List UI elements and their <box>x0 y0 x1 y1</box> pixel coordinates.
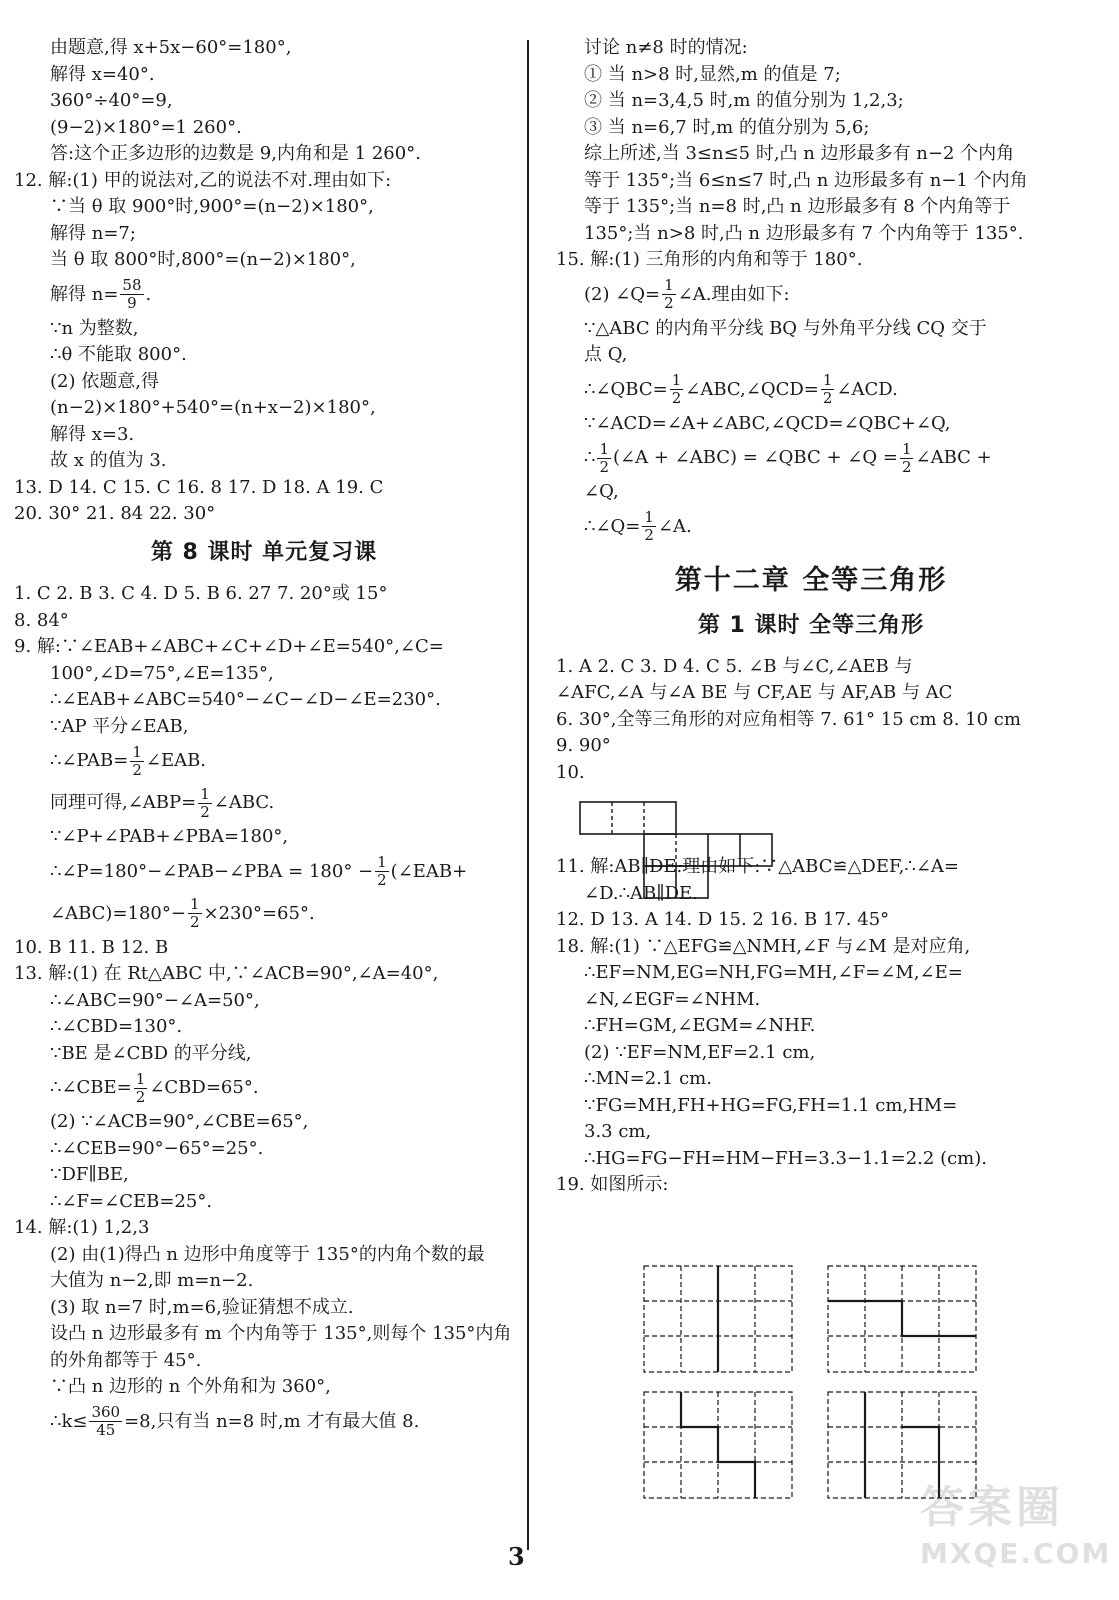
numerator: 1 <box>200 784 210 803</box>
numerator: 1 <box>671 371 682 389</box>
denominator: 2 <box>644 526 654 544</box>
numerator: 1 <box>822 371 833 389</box>
numerator: 1 <box>664 276 674 294</box>
numerator: 1 <box>599 439 609 458</box>
text-line: 13. 解:(1) 在 Rt△ABC 中,∵∠ACB=90°,∠A=40°, <box>14 963 439 984</box>
text-line: ∴θ 不能取 800°. <box>50 344 187 365</box>
line-suffix: ×230°=65°. <box>203 902 315 924</box>
net-top-row <box>580 802 676 834</box>
fraction <box>375 854 389 889</box>
line-prefix: ∴ <box>584 447 596 468</box>
text-line: 等于 135°;当 n=8 时,凸 n 边形最多有 8 个内角等于 <box>584 196 1011 217</box>
answer-row: 12. D 13. A 14. D 15. 2 16. B 17. 45° <box>556 909 890 930</box>
denominator: 45 <box>96 1421 116 1439</box>
fraction <box>130 744 144 779</box>
column-divider <box>527 40 529 1550</box>
denominator: 2 <box>822 389 833 407</box>
fraction <box>821 372 835 407</box>
fraction-line <box>14 275 514 315</box>
fraction-line <box>556 370 1066 410</box>
numerator: 1 <box>644 508 654 526</box>
fraction-line <box>556 507 1066 547</box>
text-line: 当 θ 取 800°时,800°=(n−2)×180°, <box>50 249 356 270</box>
text-line: 9. 解:∵∠EAB+∠ABC+∠C+∠D+∠E=540°,∠C= <box>14 636 444 657</box>
fraction <box>134 1071 148 1106</box>
text-line: ∵△ABC 的内角平分线 BQ 与外角平分线 CQ 交于 <box>584 317 987 339</box>
fraction <box>120 277 143 312</box>
fraction-line <box>14 1068 514 1108</box>
line-prefix: ∠ABC)=180°− <box>50 902 186 924</box>
grid-division-figures <box>640 1262 980 1502</box>
text-line: ∵凸 n 边形的 n 个外角和为 360°, <box>50 1376 331 1397</box>
text-line: 18. 解:(1) ∵△EFG≌△NMH,∠F 与∠M 是对应角, <box>556 935 971 957</box>
fraction <box>198 786 212 821</box>
numerator: 1 <box>135 1069 146 1088</box>
page-number: 3 <box>508 1542 525 1571</box>
text-line: ∠D.∴AB∥DE. <box>584 882 698 904</box>
cube-net-figure <box>578 800 778 900</box>
text-line: 360°÷40°=9, <box>50 90 173 111</box>
numerator: 1 <box>901 439 912 458</box>
numerator: 1 <box>189 895 200 913</box>
text-line: 由题意,得 x+5x−60°=180°, <box>50 37 292 58</box>
right-column <box>556 36 1066 1200</box>
text-line: 点 Q, <box>584 344 628 365</box>
answer-row: 10. <box>556 761 585 783</box>
text-line: ∴FH=GM,∠EGM=∠NHF. <box>584 1015 816 1036</box>
text-line: ∴HG=FG−FH=HM−FH=3.3−1.1=2.2 (cm). <box>584 1147 987 1169</box>
text-line: ∠N,∠EGF=∠NHM. <box>584 988 761 1010</box>
text-line: 100°,∠D=75°,∠E=135°, <box>50 662 274 684</box>
denominator: 2 <box>599 457 609 476</box>
denominator: 9 <box>127 294 137 312</box>
answer-row: 1. C 2. B 3. C 4. D 5. B 6. 27 7. 20°或 15° <box>14 583 388 604</box>
line-suffix: =8,只有当 n=8 时,m 才有最大值 8. <box>124 1410 420 1432</box>
left-column <box>14 36 514 1444</box>
numerator: 1 <box>132 742 142 761</box>
line-middle: ∠ABC,∠QCD= <box>685 378 819 400</box>
answer-row: ∠AFC,∠A 与∠A BE 与 CF,AE 与 AF,AB 与 AC <box>556 682 953 703</box>
text-line: 故 x 的值为 3. <box>50 450 167 471</box>
line-suffix: ∠A.理由如下: <box>677 283 790 305</box>
denominator: 2 <box>135 1087 146 1106</box>
answer-row: 1. A 2. C 3. D 4. C 5. ∠B 与∠C,∠AEB 与 <box>556 655 913 677</box>
text-line: ∴MN=2.1 cm. <box>584 1068 712 1089</box>
fraction <box>642 509 656 544</box>
grid-figure <box>828 1266 976 1372</box>
answer-row: 13. D 14. C 15. C 16. 8 17. D 18. A 19. C <box>14 476 384 498</box>
text-line: ① 当 n>8 时,显然,m 的值是 7; <box>584 63 841 85</box>
line-suffix: ∠CBD=65°. <box>149 1077 259 1098</box>
text-line: 设凸 n 边形最多有 m 个内角等于 135°,则每个 135°内角 <box>50 1323 512 1344</box>
fraction-line <box>14 1402 514 1442</box>
text-line: ∵DF∥BE, <box>50 1164 129 1185</box>
line-prefix: 同理可得,∠ABP= <box>50 792 197 813</box>
text-line: 12. 解:(1) 甲的说法对,乙的说法不对.理由如下: <box>14 169 392 191</box>
answer-row: 8. 84° <box>14 609 69 631</box>
line-middle: (∠A + ∠ABC) = ∠QBC + ∠Q = <box>613 447 898 468</box>
text-line: (n−2)×180°+540°=(n+x−2)×180°, <box>50 397 376 418</box>
answer-row: 9. 90° <box>556 735 611 756</box>
denominator: 2 <box>664 294 674 312</box>
line-prefix: 解得 n= <box>50 283 119 305</box>
text-line: ∴∠EAB+∠ABC=540°−∠C−∠D−∠E=230°. <box>50 689 441 710</box>
answer-row: 6. 30°,全等三角形的对应角相等 7. 61° 15 cm 8. 10 cm <box>556 708 1021 730</box>
text-line: ∵n 为整数, <box>50 317 139 339</box>
text-line: 解得 x=40°. <box>50 63 155 85</box>
text-line: ∴∠CBD=130°. <box>50 1016 183 1037</box>
line-prefix: (2) ∠Q= <box>584 283 661 305</box>
lesson-heading: 第 8 课时 单元复习课 <box>150 540 378 565</box>
fraction <box>662 277 676 312</box>
text-line: (2) ∵∠ACB=90°,∠CBE=65°, <box>50 1111 309 1132</box>
text-line: 解得 x=3. <box>50 423 135 445</box>
numerator: 58 <box>122 276 142 294</box>
watermark-url: MXQE.COM <box>920 1537 1112 1570</box>
line-prefix: ∴∠PAB= <box>50 750 129 771</box>
answer-row: 10. B 11. B 12. B <box>14 936 169 958</box>
line-suffix: ∠ACD. <box>836 378 898 400</box>
text-line: ∵BE 是∠CBD 的平分线, <box>50 1042 252 1064</box>
denominator: 2 <box>200 802 210 821</box>
text-line: 等于 135°;当 6≤n≤7 时,凸 n 边形最多有 n−1 个内角 <box>584 169 1028 191</box>
line-suffix: ∠ABC. <box>213 792 275 813</box>
text-line: ∴∠ABC=90°−∠A=50°, <box>50 989 260 1011</box>
text-line: ∵AP 平分∠EAB, <box>50 715 189 737</box>
lesson-heading: 第 1 课时 全等三角形 <box>697 612 925 638</box>
text-line: 14. 解:(1) 1,2,3 <box>14 1217 150 1238</box>
fraction <box>900 441 914 476</box>
line-prefix: ∴∠P=180°−∠PAB−∠PBA = 180° − <box>50 860 374 882</box>
text-line: 大值为 n−2,即 m=n−2. <box>50 1270 254 1291</box>
text-line: 15. 解:(1) 三角形的内角和等于 180°. <box>556 249 863 270</box>
text-line: 的外角都等于 45°. <box>50 1349 202 1371</box>
fraction-line <box>14 741 514 781</box>
text-line: 11. 解:AB∥DE.理由如下:∵△ABC≌△DEF,∴∠A= <box>556 856 960 877</box>
text-line: ∴∠CEB=90°−65°=25°. <box>50 1137 264 1159</box>
line-prefix: ∴∠Q= <box>584 515 641 537</box>
line-suffix: (∠EAB+ <box>390 860 468 882</box>
line-suffix: . <box>145 283 152 305</box>
fraction-line <box>556 438 1066 478</box>
text-line: (2) 由(1)得凸 n 边形中角度等于 135°的内角个数的最 <box>50 1243 485 1265</box>
line-suffix: ∠A. <box>657 515 692 537</box>
line-prefix: ∴k≤ <box>50 1410 88 1432</box>
text-line: 135°;当 n>8 时,凸 n 边形最多有 7 个内角等于 135°. <box>584 222 1024 244</box>
line-prefix: ∴∠QBC= <box>584 378 668 400</box>
text-line: 19. 如图所示: <box>556 1174 669 1195</box>
numerator: 1 <box>377 853 387 871</box>
denominator: 2 <box>671 389 682 407</box>
text-line: ∵∠P+∠PAB+∠PBA=180°, <box>50 826 289 847</box>
denominator: 2 <box>901 457 912 476</box>
text-line: ∵∠ACD=∠A+∠ABC,∠QCD=∠QBC+∠Q, <box>584 412 951 434</box>
grid-figure <box>644 1266 792 1372</box>
text-line: 解得 n=7; <box>50 222 136 244</box>
numerator: 360 <box>91 1403 121 1421</box>
text-line: ∵FG=MH,FH+HG=FG,FH=1.1 cm,HM= <box>584 1094 958 1116</box>
text-line: ∴EF=NM,EG=NH,FG=MH,∠F=∠M,∠E= <box>584 962 963 983</box>
fraction <box>670 372 684 407</box>
watermark <box>920 1480 1110 1590</box>
watermark-logo-text: 答案圈 <box>920 1482 1064 1533</box>
denominator: 2 <box>377 871 387 889</box>
fraction-line <box>556 275 1066 315</box>
chapter-heading: 第十二章 全等三角形 <box>674 564 948 596</box>
answer-row: 20. 30° 21. 84 22. 30° <box>14 503 216 524</box>
text-line: ∵当 θ 取 900°时,900°=(n−2)×180°, <box>50 196 374 217</box>
text-line: 综上所述,当 3≤n≤5 时,凸 n 边形最多有 n−2 个内角 <box>584 143 1015 164</box>
text-line: 3.3 cm, <box>584 1121 652 1142</box>
text-line: (2) 依题意,得 <box>50 370 159 392</box>
text-line: ② 当 n=3,4,5 时,m 的值分别为 1,2,3; <box>584 90 904 111</box>
fraction <box>89 1404 122 1439</box>
text-line: (2) ∵EF=NM,EF=2.1 cm, <box>584 1041 816 1063</box>
grid-figure <box>644 1392 792 1498</box>
fraction-line <box>14 852 514 892</box>
line-suffix: ∠ABC + <box>915 447 992 468</box>
denominator: 2 <box>189 913 200 931</box>
fraction-line <box>14 783 514 823</box>
denominator: 2 <box>132 760 142 779</box>
line-prefix: ∴∠CBE= <box>50 1077 132 1098</box>
fraction <box>597 441 611 476</box>
text-line: (9−2)×180°=1 260°. <box>50 116 242 138</box>
text-line: (3) 取 n=7 时,m=6,验证猜想不成立. <box>50 1296 354 1318</box>
text-line: ∠Q, <box>584 481 619 502</box>
line-suffix: ∠EAB. <box>145 750 207 771</box>
text-line: 答:这个正多边形的边数是 9,内角和是 1 260°. <box>50 143 421 164</box>
text-line: 讨论 n≠8 时的情况: <box>584 37 748 58</box>
text-line: ∴∠F=∠CEB=25°. <box>50 1190 213 1212</box>
fraction <box>188 896 202 931</box>
text-line: ③ 当 n=6,7 时,m 的值分别为 5,6; <box>584 116 870 138</box>
fraction-line <box>14 894 514 934</box>
